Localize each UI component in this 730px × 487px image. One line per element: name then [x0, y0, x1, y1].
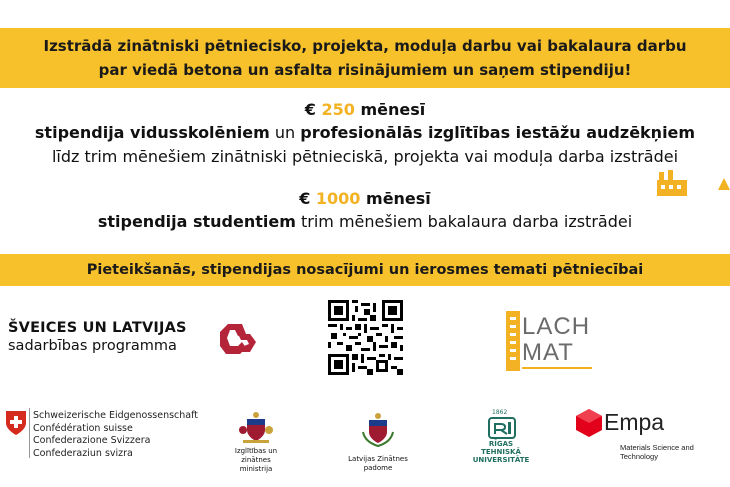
rtu-year: 1862 — [492, 409, 508, 416]
swiss-name-it: Confederazione Svizzera — [33, 435, 151, 446]
offer-1-audience-b: profesionālās izglītības iestāžu audzēkņiem — [300, 123, 696, 142]
offer-2-period: mēnesī — [366, 189, 431, 208]
ministry-caption-line-1: Izglītības un zinātnes — [234, 447, 278, 464]
offer-1-audience-a: stipendija vidusskolēniem — [34, 123, 270, 142]
offer-2 — [0, 188, 730, 234]
top-banner-line-2: par viedā betona un asfalta risinājumiem un saņem stipendiju! — [98, 61, 632, 79]
lachmat-bar-icon — [506, 311, 520, 371]
ministry-caption — [226, 447, 286, 474]
qr-code[interactable] — [328, 300, 403, 375]
rtu-emblem-icon — [487, 416, 517, 440]
rtu-name — [470, 440, 532, 464]
offer-1-number: 250 — [321, 100, 355, 119]
euro-sign: € — [299, 189, 311, 208]
cone-icon — [718, 178, 730, 190]
science-council-caption: Latvijas Zinātnes padome — [348, 455, 408, 472]
offer-1 — [0, 99, 730, 169]
offer-1-audience-joiner: un — [269, 123, 301, 142]
offer-2-purpose: trim mēnešiem bakalaura darba izstrādei — [295, 212, 633, 231]
top-banner-line-1: Izstrādā zinātniski pētniecisko, projekta, moduļa darbu vai bakalaura darbu — [43, 37, 687, 55]
rtu-name-line-1: RĪGAS TEHNISKĀ — [481, 440, 521, 456]
lachmat-word-1: LACH — [522, 313, 591, 340]
swiss-confederation-names — [33, 410, 198, 460]
top-banner — [0, 28, 730, 88]
swiss-divider — [29, 408, 30, 458]
ministry-caption-line-2: ministrija — [239, 465, 273, 473]
offer-2-audience: stipendija studentiem — [97, 212, 296, 231]
mid-banner: Pieteikšanās, stipendijas nosacījumi un ierosmes temati pētniecībai — [0, 254, 730, 286]
offer-1-amount — [0, 99, 730, 121]
offer-2-description — [0, 210, 730, 234]
swiss-name-de: Schweizerische Eidgenossenschaft — [33, 410, 199, 421]
empa-logo-icon — [576, 409, 602, 437]
swiss-latvian-title: ŠVEICES UN LATVIJAS — [8, 320, 187, 336]
offer-1-period: mēnesī — [360, 100, 426, 119]
swiss-name-rm: Confederaziun svizra — [33, 447, 133, 459]
rtu-name-line-2: UNIVERSITĀTE — [472, 456, 530, 464]
ministry-coat-of-arms-icon — [237, 410, 275, 444]
offer-1-audience — [0, 121, 730, 145]
swiss-shield-icon — [5, 410, 27, 436]
factory-icon — [655, 170, 689, 198]
science-council-coat-of-arms-icon — [361, 412, 395, 448]
swiss-name-fr: Confédération suisse — [33, 422, 133, 434]
swiss-latvian-subtitle: sadarbības programma — [8, 338, 177, 354]
offer-2-number: 1000 — [315, 189, 361, 208]
euro-sign: € — [304, 100, 316, 119]
offer-2-amount — [0, 188, 730, 210]
lachmat-underline — [522, 367, 592, 369]
empa-wordmark: Empa — [604, 409, 665, 435]
lachmat-word-2: MAT — [522, 339, 574, 366]
offer-1-description: līdz trim mēnešiem zinātniski pētnieciskā, projekta vai moduļa darba izstrādei — [51, 147, 679, 166]
programme-logo-icon — [216, 320, 260, 358]
empa-tagline: Materials Science and Technology — [620, 443, 694, 461]
